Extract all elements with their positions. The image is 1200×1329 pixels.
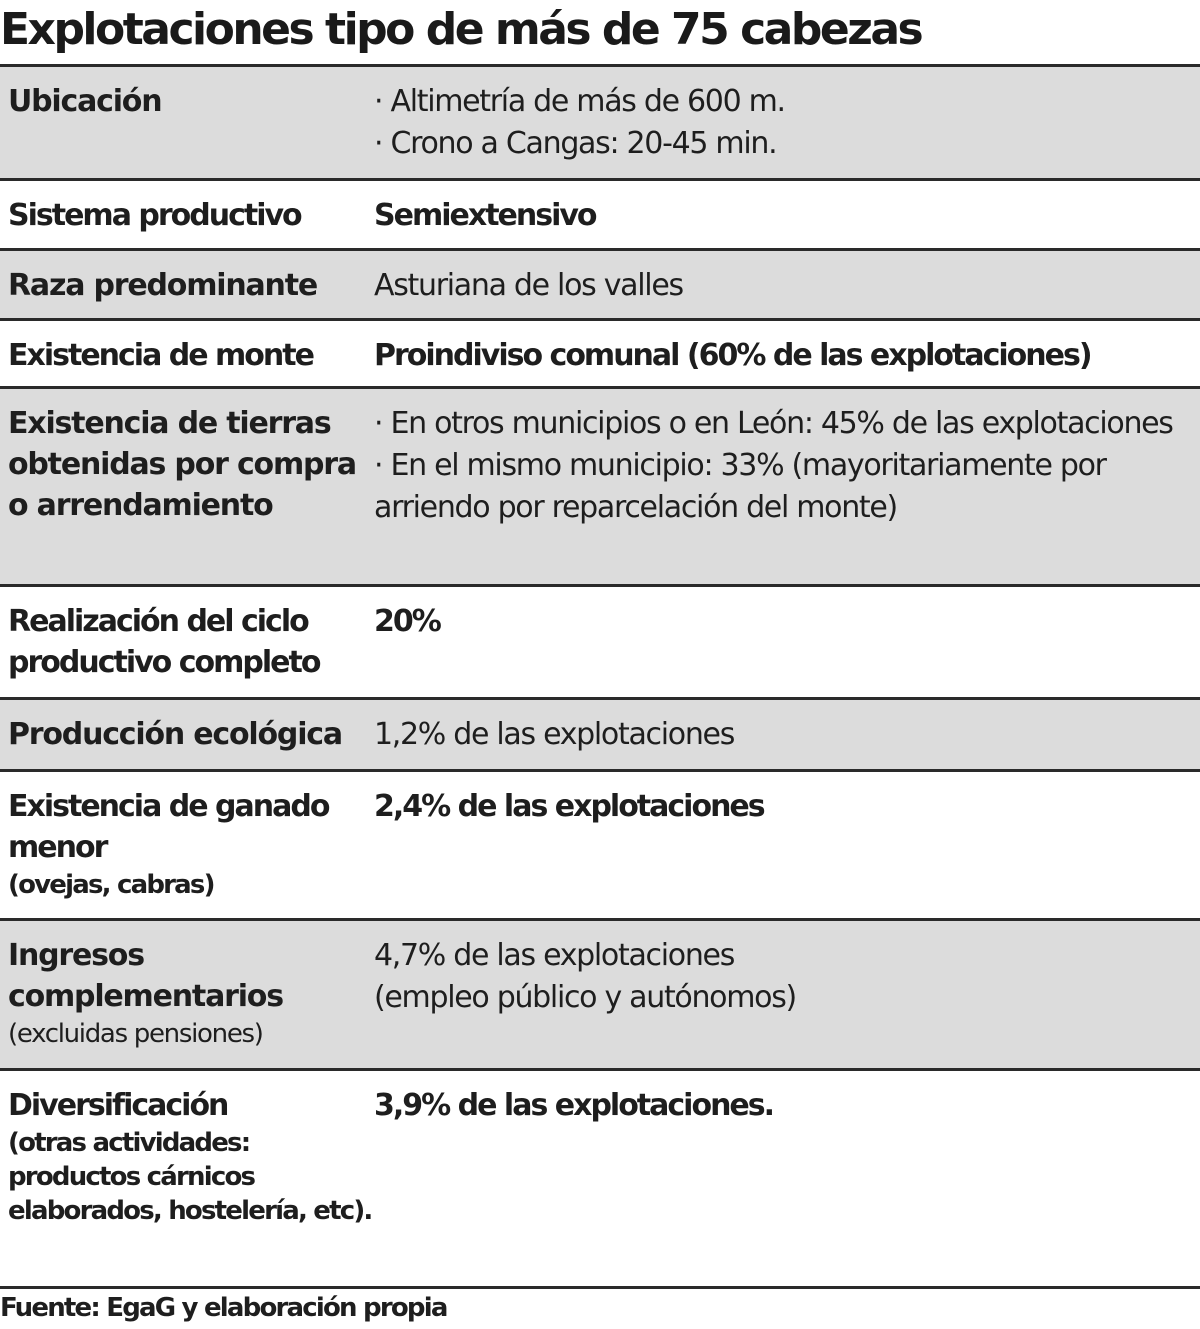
- row-value-line: Proindiviso comunal (60% de las explotaciones): [374, 338, 1091, 373]
- table-row: [0, 251, 1200, 321]
- row-label: Ubicación: [8, 84, 162, 119]
- row-value-line: Asturiana de los valles: [374, 268, 683, 303]
- table-row: [0, 772, 1200, 921]
- row-value-line: Semiextensivo: [374, 198, 596, 233]
- source-note: Fuente: EgaG y elaboración propia: [0, 1293, 447, 1323]
- row-label: [0, 772, 372, 918]
- row-label: Existencia de tierras obtenidas por compra o arrendamiento: [8, 406, 356, 523]
- table-row: [0, 181, 1200, 251]
- row-value-line: 20%: [374, 604, 440, 639]
- table-title: Explotaciones tipo de más de 75 cabezas: [0, 4, 922, 55]
- row-value-line: 3,9% de las explotaciones.: [374, 1088, 774, 1123]
- row-value: [372, 67, 1200, 178]
- table-row: [0, 67, 1200, 181]
- row-label-text: Existencia de ganado menor: [8, 789, 329, 865]
- row-label: Sistema productivo: [8, 198, 301, 233]
- table-row: [0, 389, 1200, 587]
- row-value: [372, 1071, 1200, 1286]
- row-label-text: Ingresos complementarios: [8, 938, 283, 1014]
- row-value: [372, 321, 1200, 386]
- row-value-line: 4,7% de las explotaciones: [374, 938, 735, 973]
- row-value: [372, 389, 1200, 584]
- row-label-text: Diversificación: [8, 1088, 228, 1123]
- row-value: [372, 921, 1200, 1068]
- table-row: [0, 921, 1200, 1071]
- row-value: [372, 251, 1200, 318]
- row-label: Realización del ciclo productivo completo: [8, 604, 320, 680]
- row-value-line: 2,4% de las explotaciones: [374, 789, 764, 824]
- row-sublabel: (otras actividades: productos cárnicos elaborados, hostelería, etc).: [8, 1128, 372, 1226]
- row-value-line: (empleo público y autónomos): [374, 980, 796, 1015]
- row-label: Producción ecológica: [8, 717, 342, 752]
- row-sublabel: (ovejas, cabras): [8, 870, 214, 900]
- row-value: [372, 181, 1200, 248]
- row-sublabel: (excluidas pensiones): [8, 1019, 263, 1049]
- table-row: [0, 587, 1200, 700]
- row-label: Raza predominante: [8, 268, 317, 303]
- row-value-line: · En el mismo municipio: 33% (mayoritariamente por arriendo por reparcelación del monte): [374, 448, 1106, 525]
- table-row: [0, 1071, 1200, 1289]
- row-label: [0, 1071, 372, 1286]
- table-row: [0, 700, 1200, 772]
- table-row: [0, 321, 1200, 389]
- row-value-line: · Altimetría de más de 600 m.: [374, 84, 785, 119]
- row-value: [372, 772, 1200, 918]
- row-value-line: 1,2% de las explotaciones: [374, 717, 735, 752]
- row-label: [0, 921, 372, 1068]
- row-value-line: · En otros municipios o en León: 45% de las explotaciones: [374, 406, 1173, 441]
- data-table: [0, 64, 1200, 1289]
- row-value-line: · Crono a Cangas: 20-45 min.: [374, 126, 777, 161]
- row-label: Existencia de monte: [8, 338, 313, 373]
- row-value: [372, 587, 1200, 697]
- row-value: [372, 700, 1200, 769]
